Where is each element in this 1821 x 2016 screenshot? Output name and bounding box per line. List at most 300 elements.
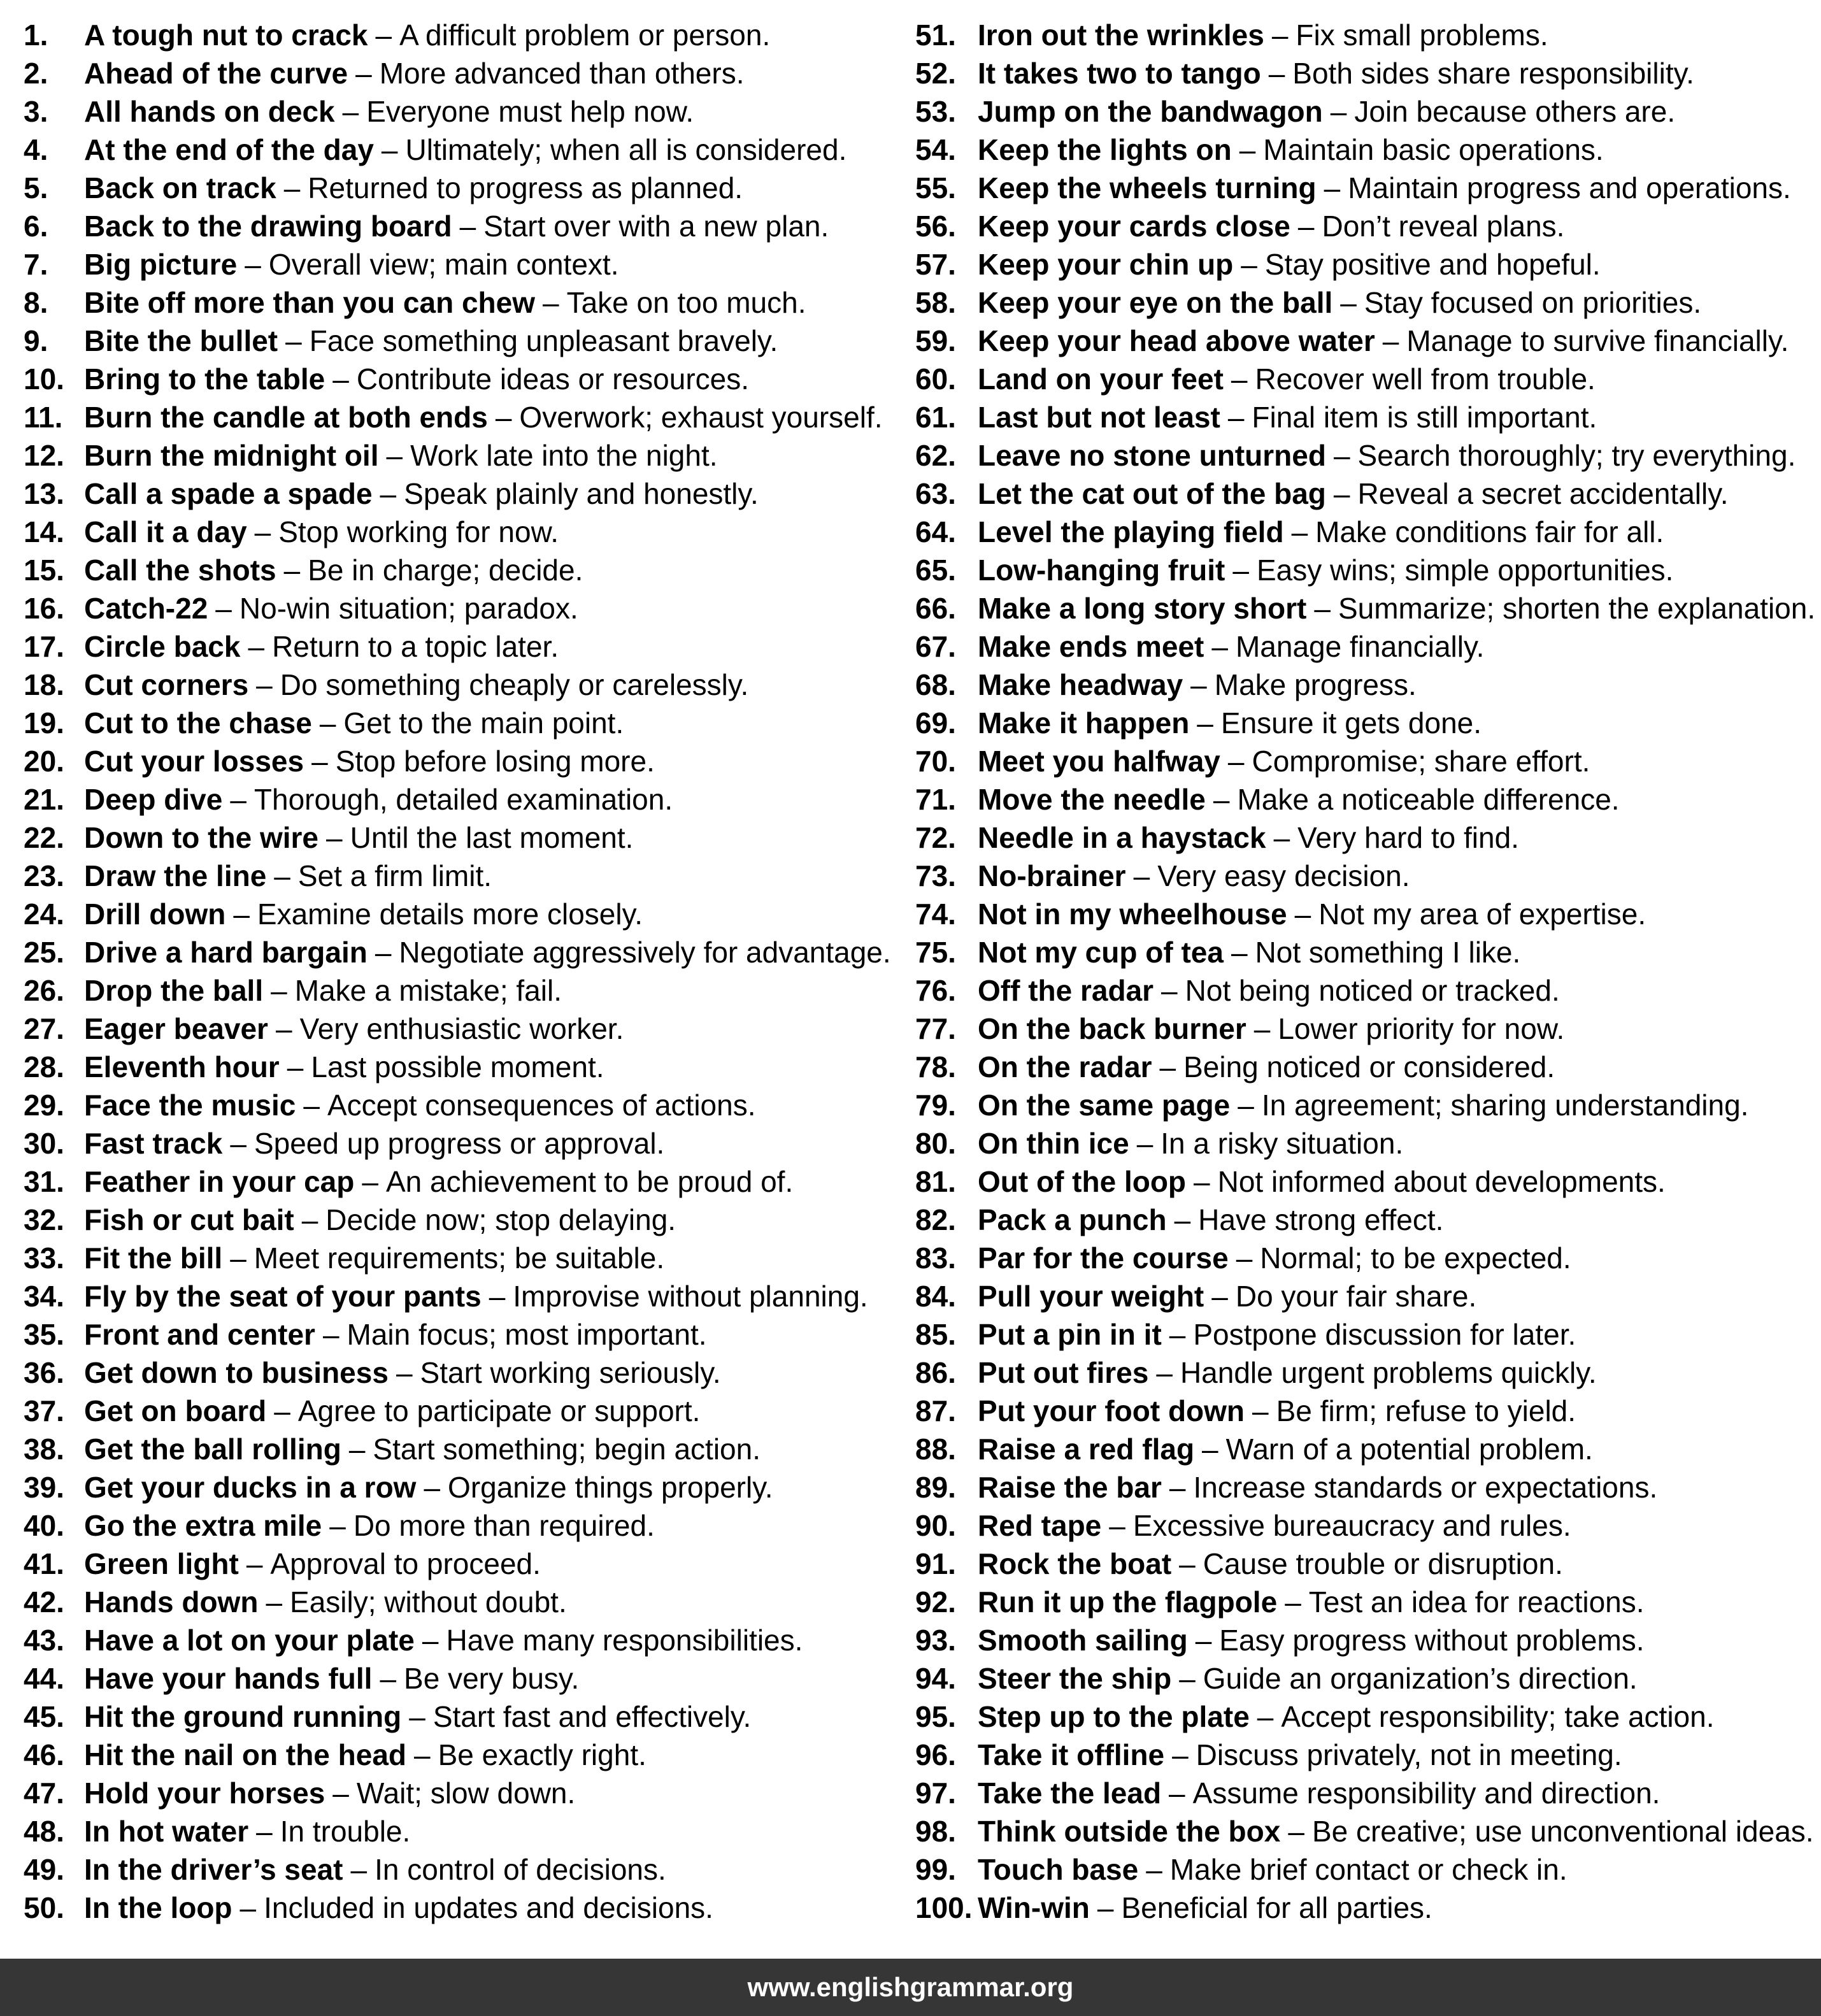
item-number: 84. [915,1280,956,1313]
item-number: 25. [24,936,64,969]
item-number: 73. [915,859,956,892]
idiom-phrase: Land on your feet [978,362,1224,396]
item-number: 19. [24,706,64,740]
item-number: 39. [24,1471,64,1504]
en-dash-separator: – [283,171,301,204]
en-dash-separator: – [1156,1356,1173,1389]
en-dash-separator: – [489,1280,506,1313]
en-dash-separator: – [380,1662,397,1695]
en-dash-separator: – [424,1471,441,1504]
idiom-meaning: Summarize; shorten the explanation. [1338,592,1816,625]
idiom-meaning: Overwork; exhaust yourself. [519,401,883,434]
idiom-meaning: Everyone must help now. [366,95,694,128]
idiom-list-item [24,398,928,436]
idiom-list-item [24,16,928,54]
idiom-meaning: Stop before losing more. [335,745,655,778]
idiom-phrase: Hands down [84,1585,259,1619]
idiom-phrase: Eager beaver [84,1012,268,1045]
idiom-list-item [915,1010,1820,1048]
idiom-meaning: Warn of a potential problem. [1225,1433,1593,1466]
idiom-phrase: Leave no stone unturned [978,439,1326,472]
en-dash-separator: – [1232,554,1249,587]
en-dash-separator: – [375,936,392,969]
idiom-list-item [915,627,1820,666]
en-dash-separator: – [285,324,302,357]
en-dash-separator: – [543,286,559,319]
item-number: 10. [24,362,64,396]
idiom-list-item [915,1545,1820,1583]
idiom-meaning: Overall view; main context. [268,248,619,281]
idiom-phrase: Green light [84,1547,239,1580]
idiom-meaning: Test an idea for reactions. [1308,1585,1645,1619]
idiom-list-item [915,513,1820,551]
idiom-list-item [915,971,1820,1010]
item-number: 100. [915,1891,973,1924]
idiom-list-item [915,169,1820,207]
idiom-list-item [915,131,1820,169]
idiom-phrase: No-brainer [978,859,1126,892]
en-dash-separator: – [342,95,359,128]
idiom-meaning: Be firm; refuse to yield. [1276,1394,1576,1427]
item-number: 41. [24,1547,64,1580]
idiom-list-item [24,436,928,475]
idiom-meaning: Final item is still important. [1252,401,1597,434]
en-dash-separator: – [1202,1433,1218,1466]
idiom-meaning: Be very busy. [404,1662,580,1695]
idiom-meaning: An achievement to be proud of. [385,1165,794,1198]
item-number: 13. [24,477,64,510]
item-number: 22. [24,821,64,854]
idiom-phrase: Back to the drawing board [84,210,452,243]
item-number: 82. [915,1203,956,1236]
en-dash-separator: – [275,1012,292,1045]
en-dash-separator: – [1252,1394,1269,1427]
en-dash-separator: – [1146,1853,1162,1886]
idiom-list-item [915,589,1820,627]
idiom-list-item [24,704,928,742]
idiom-list-item [915,895,1820,933]
idiom-meaning: Stop working for now. [278,515,559,548]
item-number: 51. [915,18,956,52]
idiom-phrase: Burn the candle at both ends [84,401,488,434]
idiom-meaning: Make a mistake; fail. [294,974,562,1007]
en-dash-separator: – [326,821,343,854]
idiom-meaning: Not my area of expertise. [1318,897,1646,931]
footer-bar [0,1959,1821,2016]
idiom-meaning: Handle urgent problems quickly. [1180,1356,1597,1389]
idiom-meaning: Make a noticeable difference. [1237,783,1620,816]
idiom-list-right-column [915,16,1820,1927]
idiom-phrase: Pack a punch [978,1203,1167,1236]
idiom-meaning: Be exactly right. [438,1738,646,1771]
idiom-phrase: Deep dive [84,783,223,816]
idiom-phrase: Circle back [84,630,241,663]
en-dash-separator: – [1288,1815,1304,1848]
en-dash-separator: – [1213,783,1230,816]
idiom-list-item [24,1468,928,1506]
item-number: 16. [24,592,64,625]
en-dash-separator: – [1227,401,1245,434]
idiom-list-item [24,1201,928,1239]
en-dash-separator: – [1109,1509,1125,1542]
idiom-phrase: On the same page [978,1089,1231,1122]
item-number: 36. [24,1356,64,1389]
en-dash-separator: – [233,897,250,931]
en-dash-separator: – [1314,592,1331,625]
en-dash-separator: – [396,1356,413,1389]
footer-website-url: www.englishgrammar.org [747,1972,1074,2002]
item-number: 79. [915,1089,956,1122]
idiom-phrase: Hit the nail on the head [84,1738,407,1771]
en-dash-separator: – [1238,1089,1254,1122]
item-number: 48. [24,1815,64,1848]
item-number: 31. [24,1165,64,1198]
idiom-list-item [915,1850,1820,1889]
item-number: 34. [24,1280,64,1313]
item-number: 76. [915,974,956,1007]
idiom-meaning: Excessive bureaucracy and rules. [1132,1509,1571,1542]
item-number: 54. [915,133,956,166]
idiom-list-item [915,819,1820,857]
en-dash-separator: – [409,1700,425,1733]
idiom-list-item [24,742,928,780]
idiom-meaning: Make progress. [1214,668,1417,701]
idiom-meaning: Organize things properly. [448,1471,773,1504]
idiom-phrase: Not in my wheelhouse [978,897,1287,931]
idiom-list-item [915,1315,1820,1354]
idiom-list-item [915,742,1820,780]
idiom-meaning: Both sides share responsibility. [1292,57,1694,90]
item-number: 74. [915,897,956,931]
idiom-phrase: Put out fires [978,1356,1149,1389]
item-number: 47. [24,1777,64,1810]
idiom-phrase: Call the shots [84,554,276,587]
item-number: 94. [915,1662,956,1695]
en-dash-separator: – [1231,936,1248,969]
en-dash-separator: – [355,57,372,90]
en-dash-separator: – [348,1433,366,1466]
item-number: 77. [915,1012,956,1045]
idiom-phrase: Keep your head above water [978,324,1375,357]
idiom-meaning: Be in charge; decide. [308,554,583,587]
idiom-meaning: Work late into the night. [410,439,718,472]
idiom-list-item [24,1698,928,1736]
en-dash-separator: – [274,1394,290,1427]
idiom-meaning: Not informed about developments. [1217,1165,1666,1198]
idiom-list-item [24,1430,928,1468]
idiom-meaning: Take on too much. [566,286,806,319]
idiom-list-item [915,1239,1820,1277]
idiom-list-item [915,1774,1820,1812]
idiom-meaning: Manage financially. [1235,630,1485,663]
item-number: 45. [24,1700,64,1733]
item-number: 15. [24,554,64,587]
item-number: 1. [24,18,48,52]
en-dash-separator: – [239,1891,257,1924]
idiom-meaning: Start fast and effectively. [432,1700,752,1733]
item-number: 93. [915,1624,956,1657]
idiom-phrase: Raise a red flag [978,1433,1195,1466]
idiom-meaning: Have strong effect. [1198,1203,1444,1236]
idiom-list-item [915,1162,1820,1201]
idiom-list-item [24,1545,928,1583]
idiom-meaning: Manage to survive financially. [1406,324,1789,357]
idiom-list-item [24,780,928,819]
idiom-list-item [24,1354,928,1392]
idiom-list-item [24,245,928,283]
idiom-phrase: Run it up the flagpole [978,1585,1278,1619]
item-number: 43. [24,1624,64,1657]
item-number: 81. [915,1165,956,1198]
item-number: 6. [24,210,48,243]
idiom-phrase: Rock the boat [978,1547,1172,1580]
idiom-list-item [24,819,928,857]
idiom-phrase: Get your ducks in a row [84,1471,417,1504]
idiom-meaning: Search thoroughly; try everything. [1357,439,1796,472]
idiom-list-item [915,1889,1820,1927]
en-dash-separator: – [329,1509,346,1542]
idiom-meaning: Easily; without doubt. [290,1585,567,1619]
item-number: 86. [915,1356,956,1389]
idiom-list-item [24,283,928,322]
idiom-list-item [915,1583,1820,1621]
idiom-list-item [24,207,928,245]
idiom-meaning: Guide an organization’s direction. [1203,1662,1638,1695]
idiom-meaning: Until the last moment. [350,821,634,854]
idiom-meaning: Thorough, detailed examination. [254,783,673,816]
en-dash-separator: – [1136,1127,1153,1160]
idiom-list-item [915,1354,1820,1392]
en-dash-separator: – [1190,668,1207,701]
idiom-phrase: Drill down [84,897,226,931]
idiom-phrase: Take the lead [978,1777,1162,1810]
idiom-list-item [915,1124,1820,1162]
idiom-phrase: Pull your weight [978,1280,1204,1313]
idiom-phrase: Cut your losses [84,745,304,778]
idiom-meaning: Not being noticed or tracked. [1185,974,1560,1007]
idiom-phrase: Down to the wire [84,821,318,854]
item-number: 64. [915,515,956,548]
idiom-meaning: Make brief contact or check in. [1169,1853,1567,1886]
idiom-phrase: Front and center [84,1318,315,1351]
idiom-phrase: On the back burner [978,1012,1246,1045]
idiom-meaning: Fix small problems. [1296,18,1548,52]
en-dash-separator: – [1285,1585,1301,1619]
idiom-meaning: Accept consequences of actions. [327,1089,756,1122]
idiom-meaning: Returned to progress as planned. [308,171,743,204]
idiom-meaning: Lower priority for now. [1278,1012,1565,1045]
idiom-list-item [915,1698,1820,1736]
idiom-meaning: Postpone discussion for later. [1193,1318,1576,1351]
en-dash-separator: – [381,133,398,166]
idiom-meaning: Make conditions fair for all. [1315,515,1664,548]
idiom-phrase: Big picture [84,248,238,281]
idiom-meaning: Accept responsibility; take action. [1281,1700,1715,1733]
idiom-meaning: Join because others are. [1354,95,1676,128]
idiom-meaning: Beneficial for all parties. [1121,1891,1432,1924]
idiom-list-item [24,1277,928,1315]
en-dash-separator: – [1273,821,1290,854]
idiom-phrase: In the loop [84,1891,232,1924]
idiom-meaning: Very easy decision. [1157,859,1410,892]
idiom-meaning: Normal; to be expected. [1260,1241,1571,1275]
idiom-list-item [915,1736,1820,1774]
en-dash-separator: – [266,1585,283,1619]
idiom-phrase: Keep the lights on [978,133,1232,166]
idiom-phrase: Hit the ground running [84,1700,402,1733]
idiom-list-item [915,857,1820,895]
en-dash-separator: – [1169,1777,1185,1810]
en-dash-separator: – [1268,57,1285,90]
item-number: 14. [24,515,64,548]
idiom-list-item [24,54,928,92]
idiom-phrase: Make ends meet [978,630,1204,663]
idiom-phrase: Make a long story short [978,592,1307,625]
idiom-meaning: Meet requirements; be suitable. [254,1241,665,1275]
idiom-list-item [24,627,928,666]
idiom-meaning: Negotiate aggressively for advantage. [399,936,891,969]
idiom-list-item [24,971,928,1010]
idiom-list-item [915,933,1820,971]
idiom-list-item [915,245,1820,283]
idiom-meaning: Reveal a secret accidentally. [1357,477,1729,510]
idiom-meaning: Recover well from trouble. [1255,362,1596,396]
idiom-list-item [24,131,928,169]
item-number: 5. [24,171,48,204]
idiom-phrase: Make it happen [978,706,1190,740]
idiom-phrase: Keep your eye on the ball [978,286,1333,319]
idiom-meaning: Stay positive and hopeful. [1264,248,1601,281]
item-number: 8. [24,286,48,319]
item-number: 90. [915,1509,956,1542]
item-number: 12. [24,439,64,472]
en-dash-separator: – [414,1738,431,1771]
idiom-phrase: Iron out the wrinkles [978,18,1264,52]
idiom-phrase: At the end of the day [84,133,374,166]
en-dash-separator: – [215,592,232,625]
item-number: 72. [915,821,956,854]
item-number: 91. [915,1547,956,1580]
en-dash-separator: – [1172,1738,1189,1771]
en-dash-separator: – [380,477,397,510]
idiom-meaning: Speak plainly and honestly. [404,477,759,510]
idiom-list-item [24,895,928,933]
idiom-phrase: Keep your chin up [978,248,1234,281]
idiom-meaning: Very hard to find. [1297,821,1519,854]
item-number: 62. [915,439,956,472]
en-dash-separator: – [230,783,246,816]
idiom-phrase: Bite off more than you can chew [84,286,535,319]
idiom-phrase: Get down to business [84,1356,389,1389]
en-dash-separator: – [256,1815,273,1848]
en-dash-separator: – [1174,1203,1191,1236]
idiom-phrase: Cut to the chase [84,706,312,740]
idiom-list-item [915,704,1820,742]
en-dash-separator: – [1333,439,1350,472]
idiom-meaning: Ensure it gets done. [1220,706,1482,740]
en-dash-separator: – [303,1089,320,1122]
item-number: 49. [24,1853,64,1886]
item-number: 56. [915,210,956,243]
idiom-phrase: Take it offline [978,1738,1165,1771]
idiom-meaning: No-win situation; paradox. [239,592,578,625]
item-number: 52. [915,57,956,90]
en-dash-separator: – [1097,1891,1114,1924]
idiom-phrase: Off the radar [978,974,1154,1007]
idiom-phrase: Draw the line [84,859,267,892]
item-number: 4. [24,133,48,166]
en-dash-separator: – [1239,133,1256,166]
en-dash-separator: – [1382,324,1399,357]
idiom-list-item [24,589,928,627]
idiom-phrase: Keep the wheels turning [978,171,1317,204]
en-dash-separator: – [362,1165,378,1198]
item-number: 57. [915,248,956,281]
idiom-meaning: Discuss privately, not in meeting. [1196,1738,1622,1771]
idiom-list-item [24,1086,928,1124]
idiom-meaning: Cause trouble or disruption. [1203,1547,1563,1580]
item-number: 92. [915,1585,956,1619]
idiom-phrase: Burn the midnight oil [84,439,379,472]
en-dash-separator: – [422,1624,439,1657]
idiom-list-item [24,513,928,551]
idiom-phrase: Needle in a haystack [978,821,1266,854]
idiom-phrase: Have a lot on your plate [84,1624,415,1657]
idiom-meaning: Main focus; most important. [346,1318,707,1351]
item-number: 30. [24,1127,64,1160]
idiom-meaning: Start over with a new plan. [483,210,829,243]
idiom-phrase: Meet you halfway [978,745,1220,778]
idiom-meaning: Be creative; use unconventional ideas. [1311,1815,1814,1848]
idiom-list-item [915,283,1820,322]
idiom-meaning: Do something cheaply or carelessly. [280,668,749,701]
idiom-meaning: Not something I like. [1255,936,1521,969]
idiom-phrase: Call it a day [84,515,247,548]
idiom-list-item [915,1430,1820,1468]
idiom-phrase: Think outside the box [978,1815,1281,1848]
idiom-phrase: On thin ice [978,1127,1129,1160]
idiom-list-item [915,1048,1820,1086]
en-dash-separator: – [1169,1471,1186,1504]
item-number: 32. [24,1203,64,1236]
item-number: 60. [915,362,956,396]
idiom-phrase: Drop the ball [84,974,264,1007]
item-number: 88. [915,1433,956,1466]
idiom-list-item [915,1086,1820,1124]
idiom-meaning: More advanced than others. [379,57,745,90]
idiom-phrase: Fly by the seat of your pants [84,1280,482,1313]
en-dash-separator: – [1253,1012,1271,1045]
en-dash-separator: – [1179,1547,1196,1580]
idiom-phrase: Ahead of the curve [84,57,348,90]
idiom-list-item [24,475,928,513]
item-number: 40. [24,1509,64,1542]
en-dash-separator: – [230,1241,246,1275]
idiom-phrase: Make headway [978,668,1183,701]
idiom-list-item [915,436,1820,475]
en-dash-separator: – [375,18,392,52]
en-dash-separator: – [1291,515,1308,548]
item-number: 78. [915,1050,956,1083]
idiom-list-item [915,1201,1820,1239]
idiom-phrase: Let the cat out of the bag [978,477,1326,510]
item-number: 55. [915,171,956,204]
idiom-meaning: In trouble. [280,1815,411,1848]
item-number: 20. [24,745,64,778]
idiom-meaning: In agreement; sharing understanding. [1261,1089,1749,1122]
idiom-phrase: Eleventh hour [84,1050,280,1083]
idiom-list-item [915,398,1820,436]
